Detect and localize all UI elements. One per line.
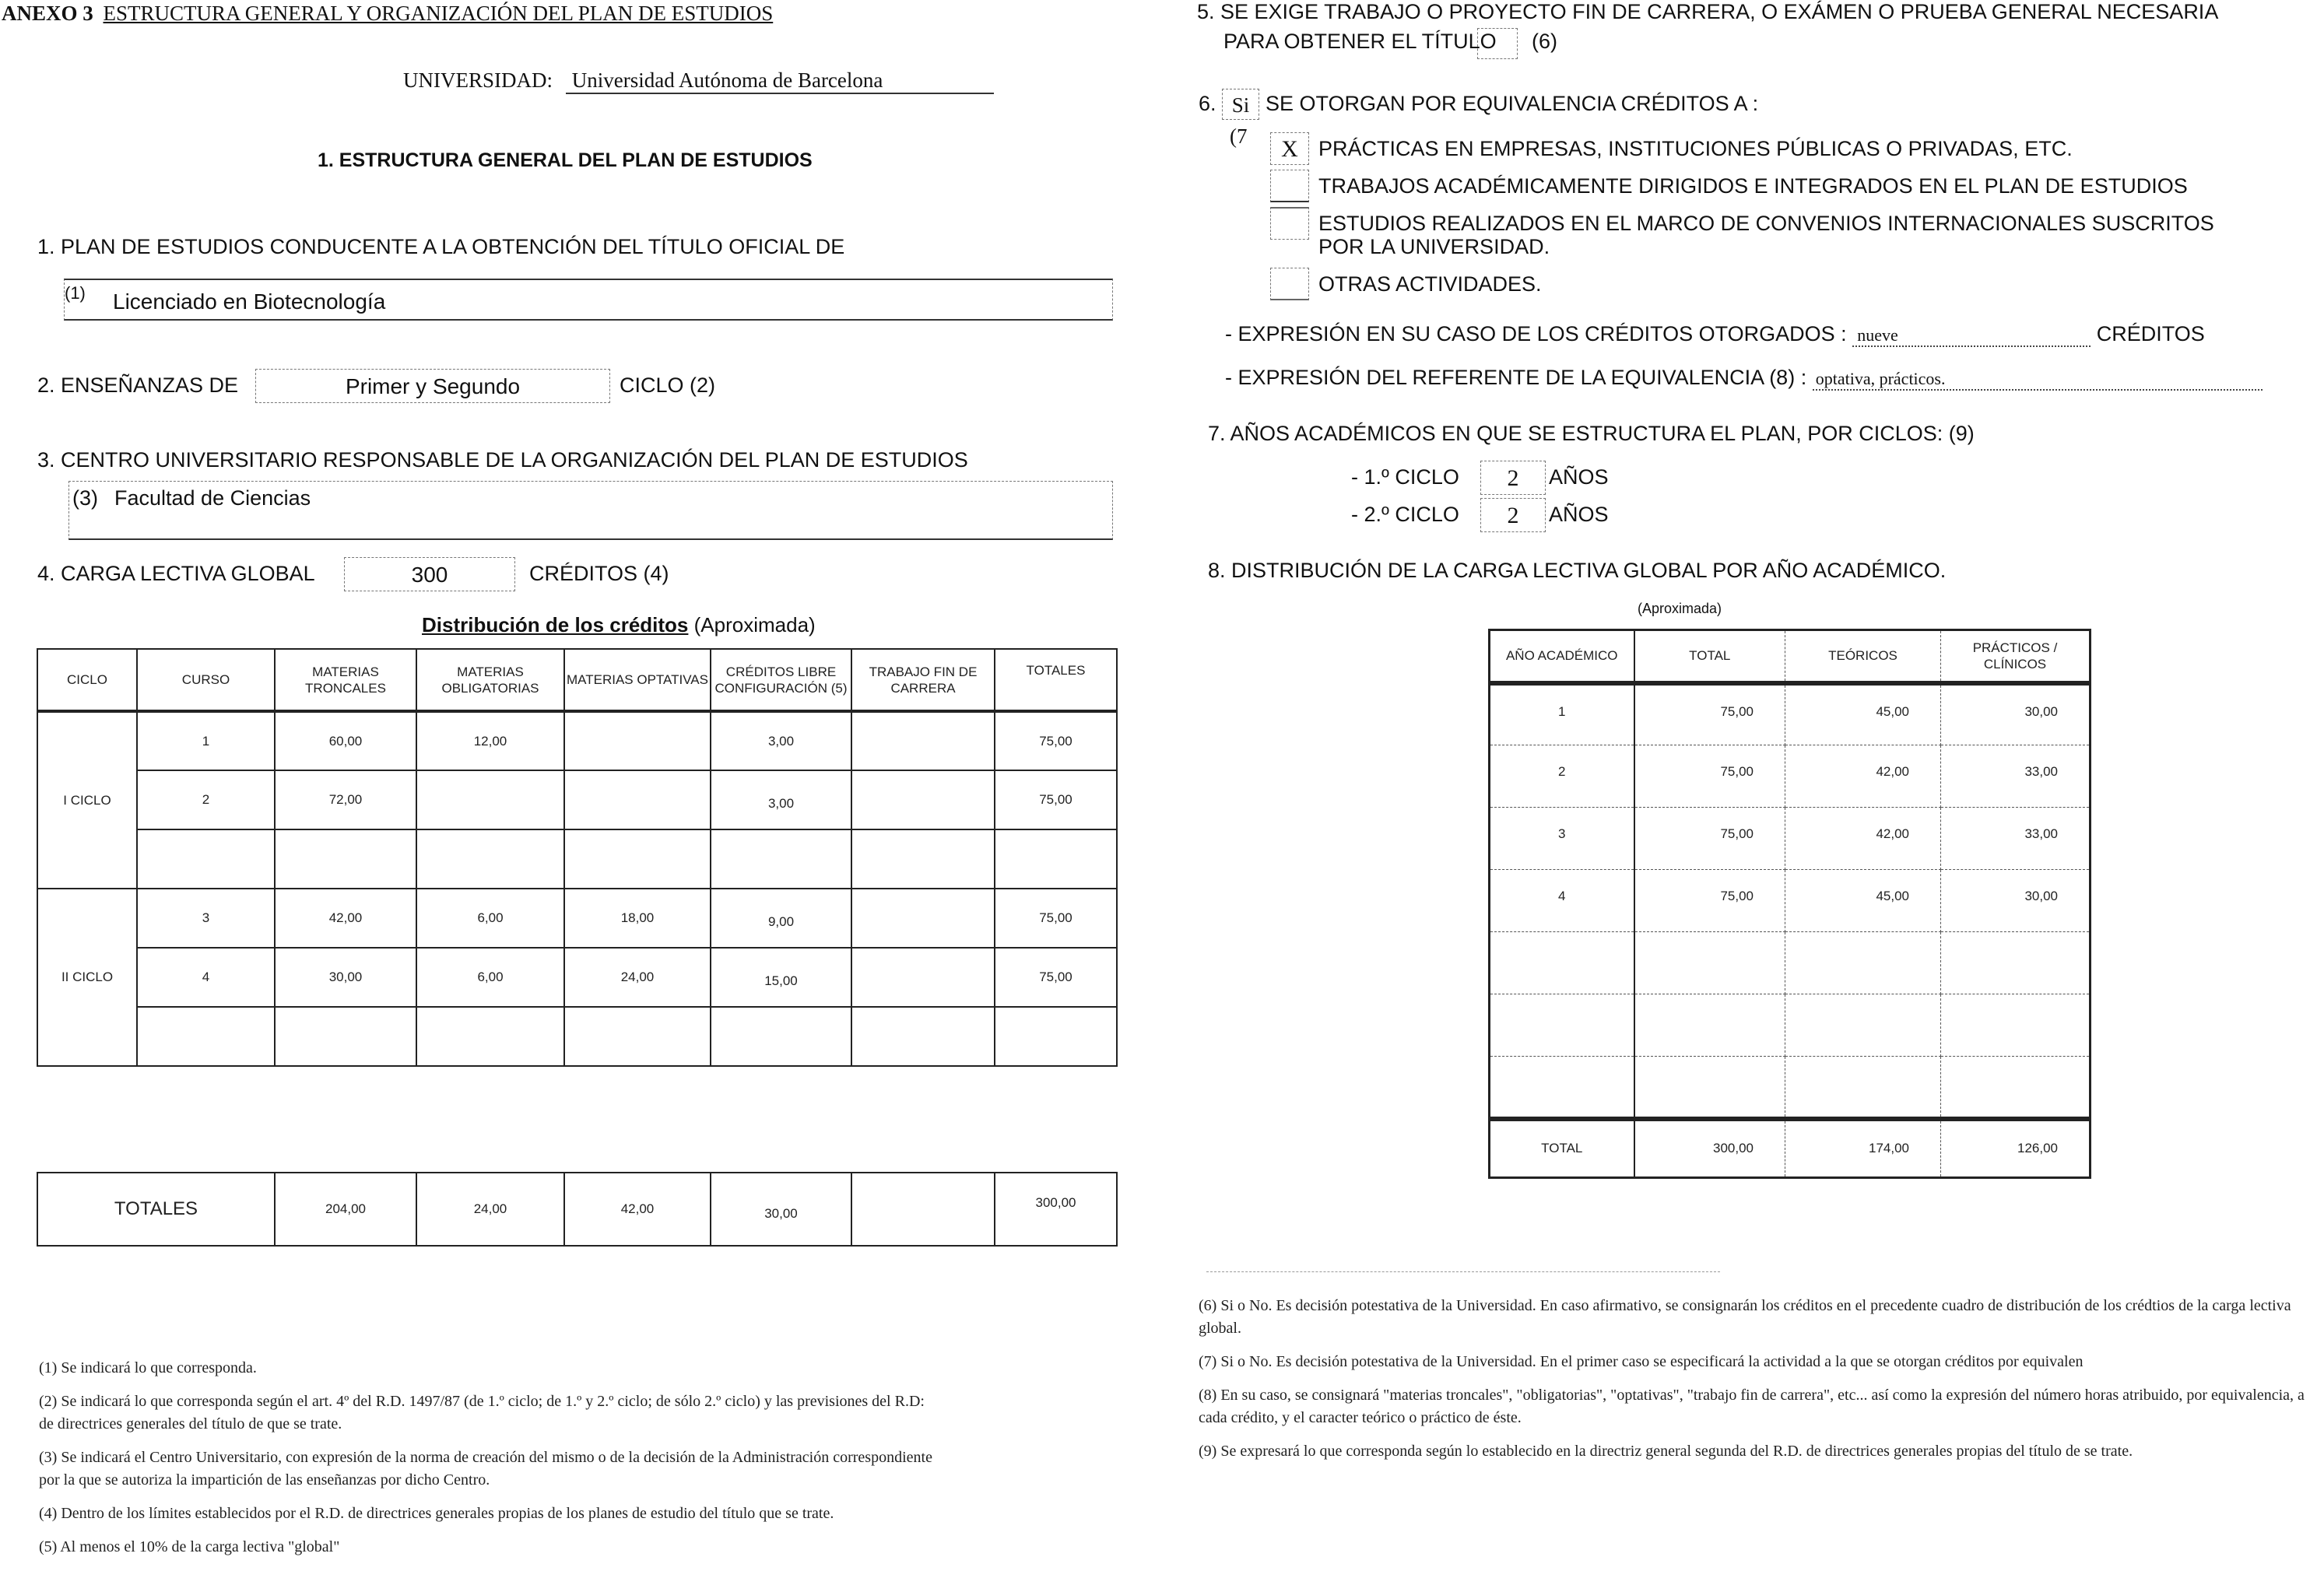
university-row [403,68,994,94]
cell: 45,00 [1785,683,1941,745]
cell [416,829,564,889]
q7-label: 7. AÑOS ACADÉMICOS EN QUE SE ESTRUCTURA EL PLAN, POR CICLOS: (9) [1208,422,1975,445]
q1-label: 1. PLAN DE ESTUDIOS CONDUCENTE A LA OBTENCIÓN DEL TÍTULO OFICIAL DE [37,235,845,258]
q3-label: 3. CENTRO UNIVERSITARIO RESPONSABLE DE LA ORGANIZACIÓN DEL PLAN DE ESTUDIOS [37,448,968,472]
total-label: TOTAL [1490,1119,1634,1178]
annex-label: ANEXO 3 [2,2,93,25]
cell: 126,00 [1941,1119,2091,1178]
col-header: MATERIAS TRONCALES [275,649,416,711]
cell: 75,00 [1634,808,1785,870]
table-row [1490,745,2091,808]
cell [1490,932,1634,994]
credits-table-caption [422,613,816,637]
option-label-practicas: PRÁCTICAS EN EMPRESAS, INSTITUCIONES PÚBLICAS O PRIVADAS, ETC. [1318,137,2073,160]
equivalence-referent-label: - EXPRESIÓN DEL REFERENTE DE LA EQUIVALENCIA (8) : [1225,366,1807,389]
cell [1634,1057,1785,1119]
col-header: PRÁCTICOS / CLÍNICOS [1941,630,2091,683]
q1-title-field[interactable] [64,279,1113,321]
q6-label: SE OTORGAN POR EQUIVALENCIA CRÉDITOS A : [1266,92,1759,115]
credits-table-title: Distribución de los créditos [422,613,689,636]
year-table-header [1490,630,2091,683]
cell: 6,00 [416,948,564,1007]
cell: 2 [1490,745,1634,808]
cell: 30,00 [711,1173,851,1246]
option-label-trabajos: TRABAJOS ACADÉMICAMENTE DIRIGIDOS E INTEGRADOS EN EL PLAN DE ESTUDIOS [1318,174,2188,198]
table-row [37,889,1117,948]
cell [275,829,416,889]
cell: 18,00 [564,889,711,948]
credits-awarded-value: nueve [1852,325,2091,347]
q6-note: (7 [1230,124,1248,148]
col-header: MATERIAS OBLIGATORIAS [416,649,564,711]
q4-label: 4. CARGA LECTIVA GLOBAL [37,562,315,585]
cell [995,1007,1117,1066]
cell: 12,00 [416,711,564,770]
q2-suffix: CICLO (2) [620,373,716,397]
cell: 3,00 [711,770,851,829]
cell [564,770,711,829]
cell: 75,00 [995,711,1117,770]
ciclo-cell: II CICLO [37,889,137,1066]
right-footnotes [1199,1295,2324,1474]
cell: 3 [137,889,275,948]
cell: 300,00 [995,1173,1117,1246]
cell: 30,00 [275,948,416,1007]
table-row [1490,1057,2091,1119]
cell: 42,00 [275,889,416,948]
cycle2-unit: AÑOS [1549,503,1609,526]
credits-table [37,648,1118,1067]
q2-label: 2. ENSEÑANZAS DE [37,373,239,397]
q5-line2: PARA OBTENER EL TÍTULO [1223,30,1497,53]
cell [851,711,995,770]
university-value: Universidad Autónoma de Barcelona [566,68,994,94]
footnote: (4) Dentro de los límites establecidos por el R.D. de directrices generales propias de los planes de estudio del título que se trate. [39,1505,834,1522]
cell [851,889,995,948]
q1-note: (1) [65,283,86,303]
credits-totals-table [37,1172,1118,1247]
option-label-estudios-2: POR LA UNIVERSIDAD. [1318,235,1550,258]
cell: 33,00 [1941,745,2091,808]
cell [995,829,1117,889]
cell [1490,1057,1634,1119]
col-header: CICLO [37,649,137,711]
footnote: (9) Se expresará lo que corresponda según lo establecido en la directriz general segunda del R.D. de directrices generales propias del título de se trate. [1199,1443,2133,1460]
cell: 4 [137,948,275,1007]
cell: 60,00 [275,711,416,770]
footnote: (6) Si o No. Es decisión potestativa de la Universidad. En caso afirmativo, se consignarán los créditos en el precedente cuadro de distribución de los crédtios de la carga lectiva global. [1199,1297,2291,1337]
cell: 1 [137,711,275,770]
cell: 75,00 [1634,683,1785,745]
year-table-total-row [1490,1119,2091,1178]
footnote: (1) Se indicará lo que corresponda. [39,1359,257,1376]
cell [851,829,995,889]
q4-suffix: CRÉDITOS (4) [529,562,669,585]
table-row [1490,870,2091,932]
cell [1941,932,2091,994]
cell: 2 [137,770,275,829]
table-row [37,770,1117,829]
cell: 33,00 [1941,808,2091,870]
footnote-divider [1206,1271,1720,1272]
year-distribution-table [1488,629,2091,1179]
cell [851,1173,995,1246]
q6-si-field[interactable]: Si [1222,89,1259,120]
totals-row [37,1173,1117,1246]
left-footnotes [39,1357,934,1569]
credits-awarded-label: - EXPRESIÓN EN SU CASO DE LOS CRÉDITOS OTORGADOS : [1225,322,1847,345]
cell [564,829,711,889]
cell [416,1007,564,1066]
credits-table-header [37,649,1117,711]
col-header: TEÓRICOS [1785,630,1941,683]
cycle1-unit: AÑOS [1549,465,1609,489]
cell: 15,00 [711,948,851,1007]
equivalence-referent-row [1225,366,2263,391]
ciclo-cell: I CICLO [37,711,137,889]
cell: 75,00 [1634,870,1785,932]
cycle2-label: - 2.º CICLO [1351,503,1459,526]
credits-awarded-suffix: CRÉDITOS [2096,322,2205,345]
cell [564,1007,711,1066]
q5-checkbox[interactable] [1477,28,1518,59]
cell: 75,00 [995,948,1117,1007]
cell: 3,00 [711,711,851,770]
cell [851,948,995,1007]
cell [416,770,564,829]
cell: 6,00 [416,889,564,948]
cell: 24,00 [416,1173,564,1246]
q1-value: Licenciado en Biotecnología [113,289,386,314]
cycle1-label: - 1.º CICLO [1351,465,1459,489]
cell [275,1007,416,1066]
cell [137,1007,275,1066]
cell: 45,00 [1785,870,1941,932]
option-label-estudios: ESTUDIOS REALIZADOS EN EL MARCO DE CONVENIOS INTERNACIONALES SUSCRITOS [1318,212,2214,235]
q4-credits-field[interactable]: 300 [344,557,515,591]
cycle1-years-field[interactable]: 2 [1480,461,1546,495]
q3-centro-field[interactable] [68,481,1113,540]
cell [1941,994,2091,1057]
col-header: TRABAJO FIN DE CARRERA [851,649,995,711]
col-header: CRÉDITOS LIBRE CONFIGURACIÓN (5) [711,649,851,711]
cell [851,770,995,829]
col-header: TOTALES [995,649,1117,711]
university-label: UNIVERSIDAD: [403,68,553,92]
option-checkbox-practicas[interactable]: X [1270,132,1309,165]
cell: 42,00 [564,1173,711,1246]
q5-line1: 5. SE EXIGE TRABAJO O PROYECTO FIN DE CARRERA, O EXÁMEN O PRUEBA GENERAL NECESARIA [1197,0,2219,23]
col-header: CURSO [137,649,275,711]
equivalence-referent-value: optativa, prácticos. [1813,369,2263,391]
table-row [1490,932,2091,994]
col-header: AÑO ACADÉMICO [1490,630,1634,683]
cell: 3 [1490,808,1634,870]
table-row [1490,994,2091,1057]
footnote: (3) Se indicará el Centro Universitario, con expresión de la norma de creación del mismo o de la decisión de la Administración correspondiente por la que se autoriza la impartición de las enseñanzas por dicho Centro. [39,1449,932,1489]
cell: 42,00 [1785,745,1941,808]
q3-value: Facultad de Ciencias [114,486,311,510]
section-title: 1. ESTRUCTURA GENERAL DEL PLAN DE ESTUDIOS [318,149,813,171]
cell: 75,00 [1634,745,1785,808]
footnote: (7) Si o No. Es decisión potestativa de la Universidad. En el primer caso se especificará la actividad a la que se otorgan créditos por equivalen [1199,1353,2084,1370]
cell: 75,00 [995,770,1117,829]
cell: 24,00 [564,948,711,1007]
option-checkbox-trabajos[interactable] [1270,170,1309,202]
footnote: (8) En su caso, se consignará "materias troncales", "obligatorias", "optativas", "trabajo fin de carrera", etc... así como la expresión del número horas atribuido, por equivalencia, a cada crédito, y el caracter teórico o práctico de éste. [1199,1387,2305,1426]
option-checkbox-otras[interactable] [1270,268,1309,300]
cell: 42,00 [1785,808,1941,870]
cell [1634,994,1785,1057]
cell [1941,1057,2091,1119]
cell [1785,932,1941,994]
cell [1785,994,1941,1057]
q8-label: 8. DISTRIBUCIÓN DE LA CARGA LECTIVA GLOBAL POR AÑO ACADÉMICO. [1208,559,1947,582]
table-row [37,948,1117,1007]
cell: 30,00 [1941,870,2091,932]
credits-table-subtitle: (Aproximada) [693,613,816,636]
table-row [1490,808,2091,870]
cell [1634,932,1785,994]
cell: 4 [1490,870,1634,932]
option-checkbox-estudios[interactable] [1270,207,1309,240]
cell [1490,994,1634,1057]
cell: 75,00 [995,889,1117,948]
option-label-otras: OTRAS ACTIVIDADES. [1318,272,1542,296]
q3-note: (3) [72,486,98,510]
cell [851,1007,995,1066]
q6-prefix: 6. [1199,92,1216,115]
footnote: (2) Se indicará lo que corresponda según el art. 4º del R.D. 1497/87 (de 1.º ciclo; de 1.º y 2.º ciclo; de sólo 2.º ciclo) y las previsiones del R.D: de directrices generales del título de que se trate. [39,1393,925,1432]
cell: 204,00 [275,1173,416,1246]
cell [711,829,851,889]
annex-heading [2,2,773,26]
totals-label: TOTALES [37,1173,275,1246]
table-row [1490,683,2091,745]
cell: 174,00 [1785,1119,1941,1178]
footnote: (5) Al menos el 10% de la carga lectiva "global" [39,1538,340,1555]
table-row [37,711,1117,770]
table-row [37,829,1117,889]
credits-awarded-row [1225,322,2205,347]
cycle2-years-field[interactable]: 2 [1480,498,1546,532]
cell: 30,00 [1941,683,2091,745]
cell: 72,00 [275,770,416,829]
cell: 9,00 [711,889,851,948]
cell: 1 [1490,683,1634,745]
cell: 300,00 [1634,1119,1785,1178]
q8-subtitle: (Aproximada) [1638,601,1722,616]
cell [564,711,711,770]
q2-ciclo-field[interactable]: Primer y Segundo [255,369,610,403]
annex-title: ESTRUCTURA GENERAL Y ORGANIZACIÓN DEL PLAN DE ESTUDIOS [103,2,774,25]
q5-note: (6) [1532,30,1557,53]
table-row [37,1007,1117,1066]
col-header: TOTAL [1634,630,1785,683]
cell [1785,1057,1941,1119]
cell [137,829,275,889]
cell [711,1007,851,1066]
col-header: MATERIAS OPTATIVAS [564,649,711,711]
